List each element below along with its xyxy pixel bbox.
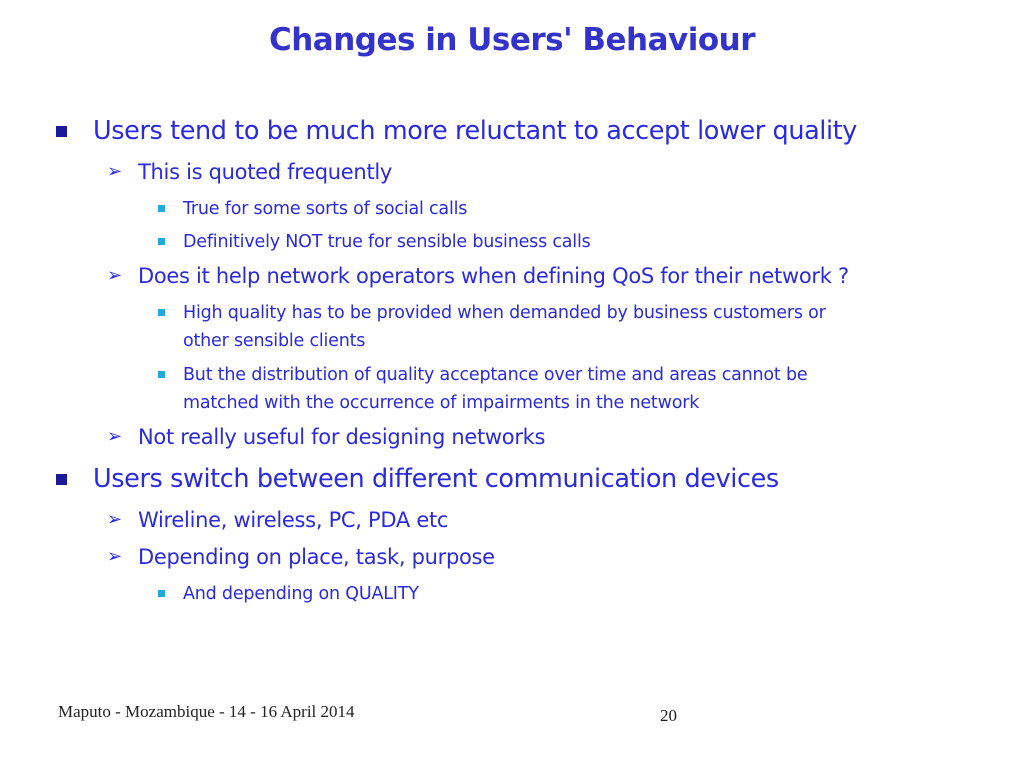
bullet-level3: High quality has to be provided when demanded by business customers or other sensible clients bbox=[158, 299, 826, 355]
small-square-bullet-icon bbox=[158, 205, 165, 212]
bullet-level3: Definitively NOT true for sensible business calls bbox=[158, 228, 591, 256]
bullet-level2: ➢ Not really useful for designing networks bbox=[107, 425, 546, 449]
bullet-level3: And depending on QUALITY bbox=[158, 580, 419, 608]
square-bullet-icon bbox=[56, 126, 67, 137]
arrow-bullet-icon: ➢ bbox=[107, 426, 122, 447]
small-square-bullet-icon bbox=[158, 238, 165, 245]
footer-event-text: Maputo - Mozambique - 14 - 16 April 2014 bbox=[58, 702, 355, 721]
slide-number: 20 bbox=[660, 706, 677, 725]
bullet-level1: Users switch between different communication devices bbox=[56, 464, 779, 494]
bullet-level3: But the distribution of quality acceptance over time and areas cannot be matched with the occurrence of impairments in the network bbox=[158, 361, 807, 417]
arrow-bullet-icon: ➢ bbox=[107, 546, 122, 567]
small-square-bullet-icon bbox=[158, 590, 165, 597]
bullet-level1: Users tend to be much more reluctant to accept lower quality bbox=[56, 116, 857, 146]
bullet-level2: ➢ Depending on place, task, purpose bbox=[107, 545, 495, 569]
bullet-level2: ➢ Wireline, wireless, PC, PDA etc bbox=[107, 508, 449, 532]
bullet-level2: ➢ This is quoted frequently bbox=[107, 160, 393, 184]
arrow-bullet-icon: ➢ bbox=[107, 161, 122, 182]
slide-title: Changes in Users' Behaviour bbox=[268, 22, 756, 58]
square-bullet-icon bbox=[56, 474, 67, 485]
small-square-bullet-icon bbox=[158, 371, 165, 378]
bullet-level3: True for some sorts of social calls bbox=[158, 195, 467, 223]
bullet-level2: ➢ Does it help network operators when defining QoS for their network ? bbox=[107, 264, 849, 288]
small-square-bullet-icon bbox=[158, 309, 165, 316]
arrow-bullet-icon: ➢ bbox=[107, 265, 122, 286]
arrow-bullet-icon: ➢ bbox=[107, 509, 122, 530]
